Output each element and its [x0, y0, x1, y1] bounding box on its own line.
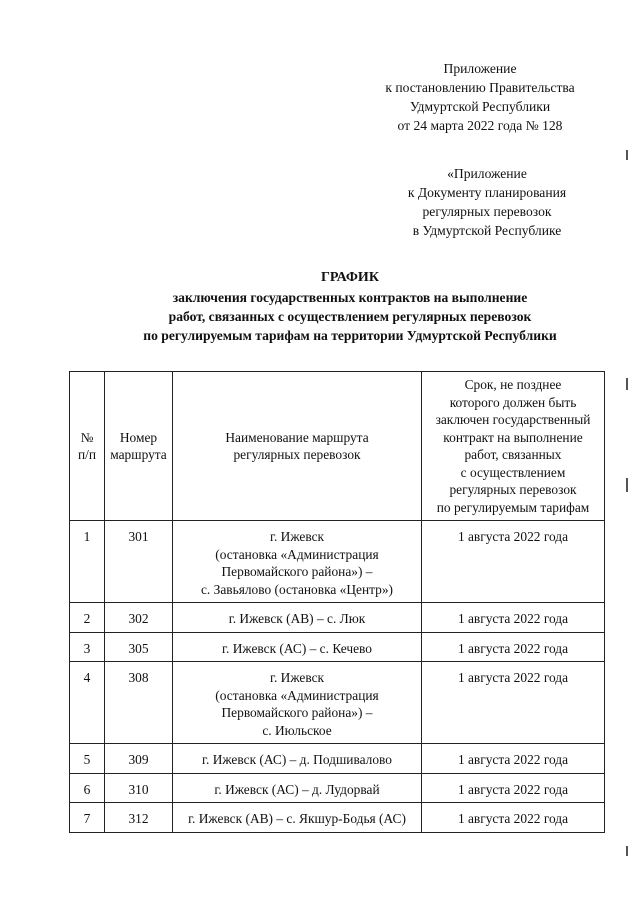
row-number: 4 — [70, 662, 105, 744]
route-name — [173, 603, 422, 633]
header-text: контракт на выполнение — [443, 429, 583, 445]
route-name-line: г. Ижевск (АС) – д. Лудорвай — [214, 781, 380, 797]
header-text: с осуществлением — [460, 464, 566, 480]
route-name-line: Первомайского района») – — [221, 705, 373, 720]
table-row — [70, 744, 605, 774]
table-row — [70, 632, 605, 662]
appendix-line: в Удмуртской Республике — [412, 223, 562, 238]
table-row — [70, 603, 605, 633]
scan-edge-mark — [626, 150, 628, 160]
header-route-name — [173, 372, 422, 521]
route-name-line: г. Ижевск (АВ) – с. Люк — [228, 611, 366, 626]
row-number: 3 — [70, 632, 105, 662]
table-header-row — [70, 372, 605, 521]
route-number: 308 — [105, 662, 173, 744]
appendix-line: «Приложение — [447, 166, 527, 181]
row-number: 1 — [70, 521, 105, 603]
route-name-line: г. Ижевск (АВ) – с. Якшур-Бодья (АС) — [188, 811, 406, 826]
route-number: 305 — [105, 632, 173, 662]
document-subtitle-line: по регулируемым тарифам на территории Удмуртской Республики — [143, 328, 557, 343]
header-text: маршрута — [110, 447, 167, 462]
appendix-line: Удмуртской Республики — [409, 99, 551, 114]
route-name — [173, 744, 422, 774]
header-text: заключен государственный — [435, 412, 591, 427]
appendix-line: к постановлению Правительства — [385, 80, 575, 95]
route-name-line: г. Ижевск (АС) – д. Подшивалово — [202, 752, 392, 767]
scan-edge-mark — [626, 846, 628, 856]
route-name-line: г. Ижевск — [269, 670, 325, 685]
scan-edge-mark — [626, 378, 628, 390]
route-number: 302 — [105, 603, 173, 633]
route-name — [173, 803, 422, 833]
scan-edge-mark — [626, 478, 628, 492]
route-name-line: (остановка «Администрация — [215, 687, 379, 703]
header-text: п/п — [77, 447, 97, 462]
route-name-line: (остановка «Администрация — [215, 546, 379, 562]
route-name — [173, 773, 422, 803]
appendix-line: Приложение — [443, 61, 517, 76]
header-text: № — [80, 429, 94, 445]
row-number: 7 — [70, 803, 105, 833]
appendix-line: от 24 марта 2022 года № 128 — [397, 118, 563, 133]
header-text: работ, связанных — [464, 447, 562, 462]
header-text: регулярных перевозок — [233, 447, 361, 462]
table-row — [70, 521, 605, 603]
contract-deadline: 1 августа 2022 года — [422, 632, 605, 662]
route-name-line: Первомайского района») – — [221, 564, 373, 579]
route-name-line: с. Завьялово (остановка «Центр») — [200, 581, 394, 597]
route-name — [173, 521, 422, 603]
row-number: 5 — [70, 744, 105, 774]
route-name — [173, 632, 422, 662]
route-name-line: г. Ижевск (АС) – с. Кечево — [222, 640, 372, 656]
contract-deadline: 1 августа 2022 года — [422, 773, 605, 803]
contract-schedule-table — [69, 371, 605, 833]
header-deadline — [422, 372, 605, 521]
header-route-number — [105, 372, 173, 521]
contract-deadline: 1 августа 2022 года — [422, 521, 605, 603]
route-name — [173, 662, 422, 744]
row-number: 2 — [70, 603, 105, 633]
route-number: 310 — [105, 773, 173, 803]
route-number: 301 — [105, 521, 173, 603]
contract-deadline: 1 августа 2022 года — [422, 603, 605, 633]
table-row — [70, 662, 605, 744]
header-number — [70, 372, 105, 521]
document-subtitle-line: заключения государственных контрактов на выполнение — [172, 290, 528, 305]
appendix-reference — [375, 59, 585, 135]
header-text: которого должен быть — [449, 394, 577, 410]
document-subtitle-line: работ, связанных с осуществлением регулярных перевозок — [168, 309, 532, 324]
contract-deadline: 1 августа 2022 года — [422, 662, 605, 744]
route-name-line: г. Ижевск — [269, 529, 325, 544]
inner-appendix-reference — [392, 164, 582, 240]
header-text: Наименование маршрута — [225, 429, 369, 445]
header-text: Номер — [119, 429, 158, 445]
appendix-line: регулярных перевозок — [422, 204, 552, 219]
appendix-line: к Документу планирования — [407, 185, 567, 200]
contract-deadline: 1 августа 2022 года — [422, 744, 605, 774]
route-number: 312 — [105, 803, 173, 833]
header-text: регулярных перевозок — [449, 482, 577, 497]
table-row — [70, 773, 605, 803]
table-row — [70, 803, 605, 833]
header-text: по регулируемым тарифам — [436, 499, 590, 515]
contract-deadline: 1 августа 2022 года — [422, 803, 605, 833]
header-text: Срок, не позднее — [464, 377, 562, 392]
document-title: ГРАФИК — [321, 270, 379, 285]
row-number: 6 — [70, 773, 105, 803]
route-name-line: с. Июльское — [262, 722, 332, 738]
route-number: 309 — [105, 744, 173, 774]
document-title-block — [80, 268, 620, 345]
